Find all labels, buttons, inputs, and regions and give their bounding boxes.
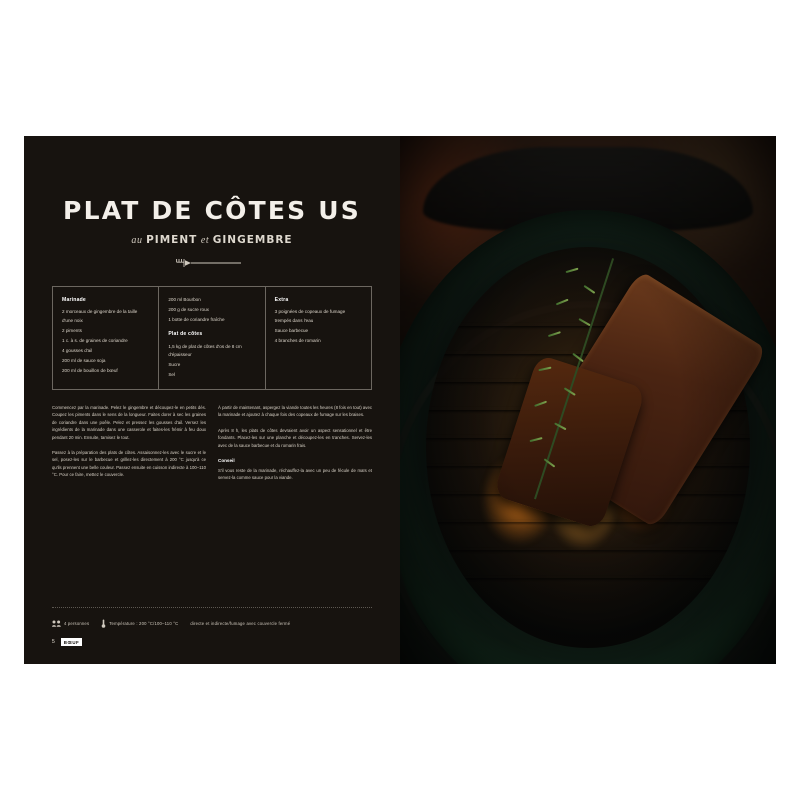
paragraph: Passez à la préparation des plats de côtes. Assaisonnez-les avec le sucre et le sel, posez-les sur le barbecue et grillez-les directement à 200 °C jusqu'à ce qu'ils prennent une belle couleur. Passez ensuite en cuisson indirecte à 100–110 °C. Pour ce faire, mettez le couvercle. [52, 449, 206, 478]
people-icon [52, 620, 61, 627]
thermometer-icon [101, 619, 106, 628]
paragraph: Après 8 h, les plats de côtes devraient avoir un aspect sensationnel et être fondants. Placez-les sur une planche et découpez-les en tranches. Servez-les avec de la sauce barbecue et du romarin frais. [218, 427, 372, 448]
subtitle-ingredient-a: PIMENT [146, 234, 198, 246]
ingredients-column-ribs [158, 287, 264, 389]
ingredient-item: 4 branches de romarin [274, 337, 321, 343]
footer-meta [52, 619, 372, 628]
instructions-column-left [52, 404, 206, 490]
ingredient-item: 1,5 kg de plat de côtes d'os de 8 cm d'épaisseur [168, 343, 242, 358]
servings-chip [52, 620, 89, 627]
temperature-chip [101, 619, 178, 628]
paragraph: À partir de maintenant, aspergez la viande toutes les heures (8 fois en tout) avec la marinade et ajoutez à chaque fois des copeaux de fumage sur les braises. [218, 405, 372, 418]
ingredient-item: 200 ml de bouillon de bœuf [62, 367, 118, 373]
ingredients-column-marinade [53, 287, 158, 389]
ingredient-item: 3 poignées de copeaux de fumage trempés dans l'eau [274, 309, 346, 323]
servings-label: 4 personnes [64, 621, 90, 626]
subtitle-lead: au [131, 235, 143, 246]
instructions [52, 404, 372, 490]
page-footer [52, 638, 82, 646]
ingredient-item: 200 ml Bourbon [168, 297, 201, 302]
tip-heading: Conseil [218, 457, 235, 463]
temperature-label: Température : 200 °C/100–110 °C [109, 621, 179, 626]
ingredient-item: Sucre [168, 362, 181, 368]
ingredient-item: 200 ml de sauce soja [62, 357, 106, 363]
ingredient-item: 2 morceaux de gingembre de la taille d'une noix [62, 309, 138, 323]
method-label: directe et indirecte/fumage avec couvercle fermé [190, 621, 291, 626]
recipe-photo [400, 136, 776, 664]
ingredients-column-extra [265, 287, 371, 389]
ingredients-heading-ribs: Plat de côtes [168, 331, 203, 338]
cookbook-spread [24, 136, 776, 664]
fork-icon [24, 256, 400, 270]
ingredient-item: 4 gousses d'ail [62, 347, 93, 353]
tip-paragraph: S'il vous reste de la marinade, réchauffez-la avec un peu de fécule de maïs et servez-la comme sauce pour la viande. [218, 467, 372, 481]
ingredient-item: 1 botte de coriandre fraîche [168, 316, 225, 322]
subtitle-ingredient-b: GINGEMBRE [212, 234, 293, 246]
section-tag: BŒUF [61, 638, 82, 646]
title-block [24, 198, 400, 270]
ingredient-item: Sauce barbecue [274, 327, 309, 333]
ingredient-item: 2 piments [62, 327, 82, 333]
ingredient-item: 1 c. à s. de graines de coriandre [62, 337, 128, 343]
ingredients-heading-extra: Extra [274, 297, 289, 303]
instructions-column-right [218, 404, 372, 490]
left-page [24, 136, 400, 664]
ingredients-heading-marinade: Marinade [62, 297, 86, 303]
ingredient-item: 200 g de sucre roux [168, 306, 209, 312]
page-title: PLAT DE CÔTES US [63, 196, 361, 225]
page-number: 5 [52, 639, 55, 645]
subtitle-join: et [200, 235, 210, 246]
ingredients-box [52, 286, 372, 390]
right-page [400, 136, 776, 664]
recipe-subtitle [24, 234, 400, 246]
paragraph: Commencez par la marinade. Pelez le gingembre et découpez-le en petits dés. Coupez les piments dans le sens de la longueur. Faites dorer à sec les graines de coriandre dans une poêle. Pelez et pressez les gousses d'ail. Versez les ingrédients de la marinade dans une casserole et faites-les frémir à feu doux pendant 20 min. Ensuite, tamisez le tout. [52, 405, 206, 440]
footer-divider [52, 607, 372, 608]
ingredient-item: Sel [168, 372, 175, 378]
